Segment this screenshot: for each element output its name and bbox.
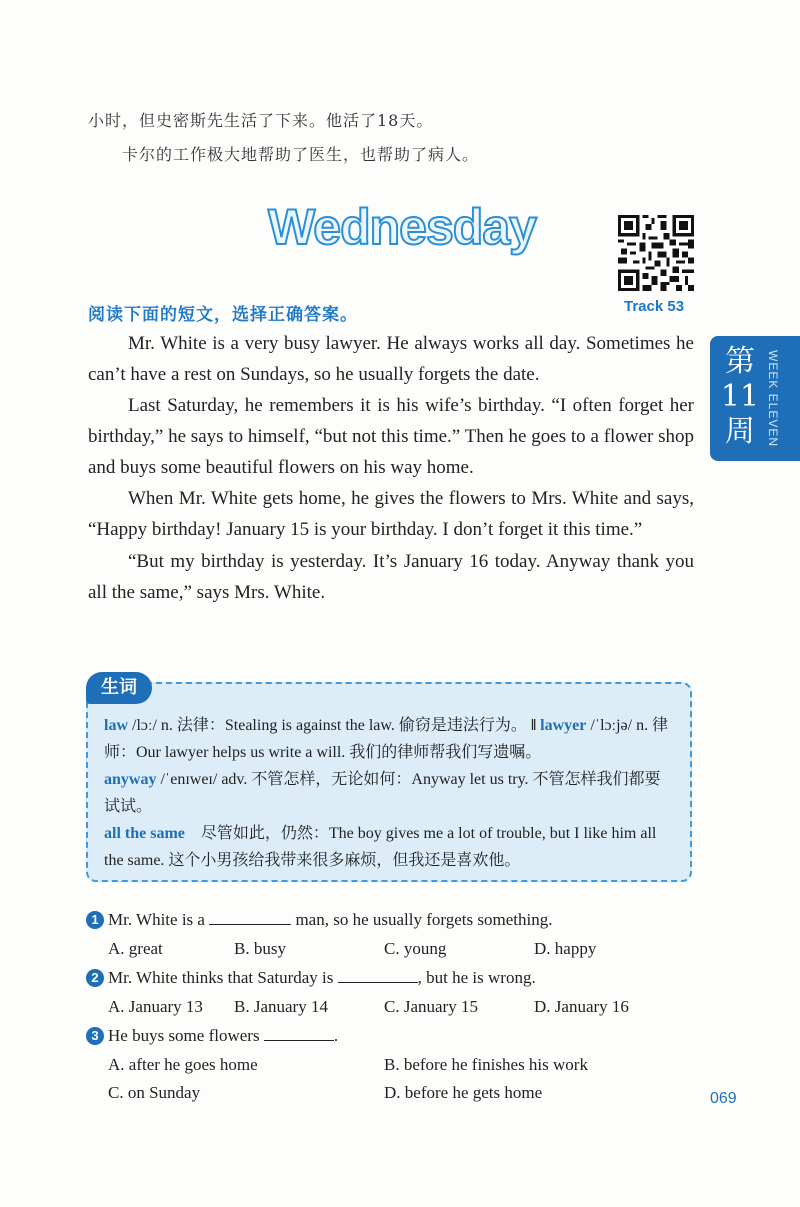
- week-tab: [710, 336, 800, 461]
- answer-blank[interactable]: [264, 1026, 334, 1041]
- vocab-def-all-the-same: 尽管如此，仍然：The boy gives me a lot of trouble, but I like him all the same. 这个小男孩给我带来很多麻烦，但我还是喜欢他。: [104, 825, 657, 869]
- story-paragraph-2: Last Saturday, he remembers it is his wife’s birthday. “I often forget her birthday,” he says to himself, “but not this time.” Then he goes to a flower shop and buys some beautiful flowers on his way home.: [88, 395, 694, 478]
- vocab-def-law: /lɔː/ n. 法律：Stealing is against the law. 偷窃是违法行为。: [128, 717, 527, 734]
- question-number: 1: [86, 911, 104, 929]
- story-passage: [88, 328, 694, 608]
- vocab-word-anyway: anyway: [104, 771, 157, 788]
- page-number: 069: [710, 1090, 737, 1107]
- option-1b[interactable]: B. busy: [234, 939, 286, 958]
- question-stem: Mr. White thinks that Saturday is: [108, 968, 338, 987]
- vocab-def-anyway: /ˈenɪweɪ/ adv. 不管怎样，无论如何：Anyway let us try. 不管怎样我们都要试试。: [104, 771, 661, 815]
- page-title: Wednesday: [268, 199, 536, 255]
- question-stem-end: .: [333, 1026, 339, 1045]
- option-3b[interactable]: B. before he finishes his work: [384, 1055, 588, 1074]
- question-1: [86, 910, 552, 930]
- intro-line-2: 卡尔的工作极大地帮助了医生，也帮助了病人。: [122, 145, 480, 164]
- week-tab-cn: 第11周: [720, 344, 760, 449]
- instruction-heading: 阅读下面的短文，选择正确答案。: [88, 305, 358, 325]
- option-2b[interactable]: B. January 14: [234, 997, 328, 1016]
- question-2: [86, 968, 536, 988]
- story-paragraph-1: Mr. White is a very busy lawyer. He always works all day. Sometimes he can’t have a rest on Sundays, so he usually forgets the date.: [88, 333, 694, 385]
- vocabulary-text: [104, 712, 676, 874]
- answer-blank[interactable]: [338, 968, 418, 983]
- question-number: 3: [86, 1027, 104, 1045]
- option-3c[interactable]: C. on Sunday: [108, 1083, 201, 1102]
- answer-blank[interactable]: [209, 910, 291, 925]
- question-stem-end: man, so he usually forgets something.: [291, 910, 553, 929]
- question-number: 2: [86, 969, 104, 987]
- option-3a[interactable]: A. after he goes home: [108, 1055, 258, 1074]
- week-tab-en: WEEK ELEVEN: [766, 350, 780, 448]
- question-stem-end: , but he is wrong.: [417, 968, 536, 987]
- option-2d[interactable]: D. January 16: [534, 997, 629, 1016]
- track-label: Track 53: [624, 298, 685, 315]
- option-1a[interactable]: A. great: [108, 939, 163, 958]
- vocabulary-badge: 生词: [86, 672, 152, 704]
- vocab-word-lawyer: lawyer: [540, 717, 587, 734]
- option-1c[interactable]: C. young: [384, 939, 447, 958]
- option-3d[interactable]: D. before he gets home: [384, 1083, 543, 1102]
- question-3: [86, 1026, 338, 1046]
- vocab-separator: ‖: [526, 717, 541, 734]
- option-2a[interactable]: A. January 13: [108, 997, 203, 1016]
- question-stem: He buys some flowers: [108, 1026, 264, 1045]
- question-stem: Mr. White is a: [108, 910, 210, 929]
- vocab-word-all-the-same: all the same: [104, 825, 185, 842]
- vocab-word-law: law: [104, 717, 128, 734]
- story-paragraph-4: “But my birthday is yesterday. It’s January 16 today. Anyway thank you all the same,” says Mrs. White.: [88, 551, 694, 603]
- option-1d[interactable]: D. happy: [534, 939, 597, 958]
- qr-code-icon[interactable]: [618, 215, 694, 291]
- story-paragraph-3: When Mr. White gets home, he gives the flowers to Mrs. White and says, “Happy birthday! January 15 is your birthday. I don’t forget it this time.”: [88, 488, 694, 540]
- option-2c[interactable]: C. January 15: [384, 997, 478, 1016]
- intro-line-1: 小时，但史密斯先生活了下来。他活了18天。: [88, 111, 434, 130]
- vocab-def-lawyer: /ˈlɔːjə/ n. 律师：Our lawyer helps us write a will. 我们的律师帮我们写遗嘱。: [104, 717, 669, 761]
